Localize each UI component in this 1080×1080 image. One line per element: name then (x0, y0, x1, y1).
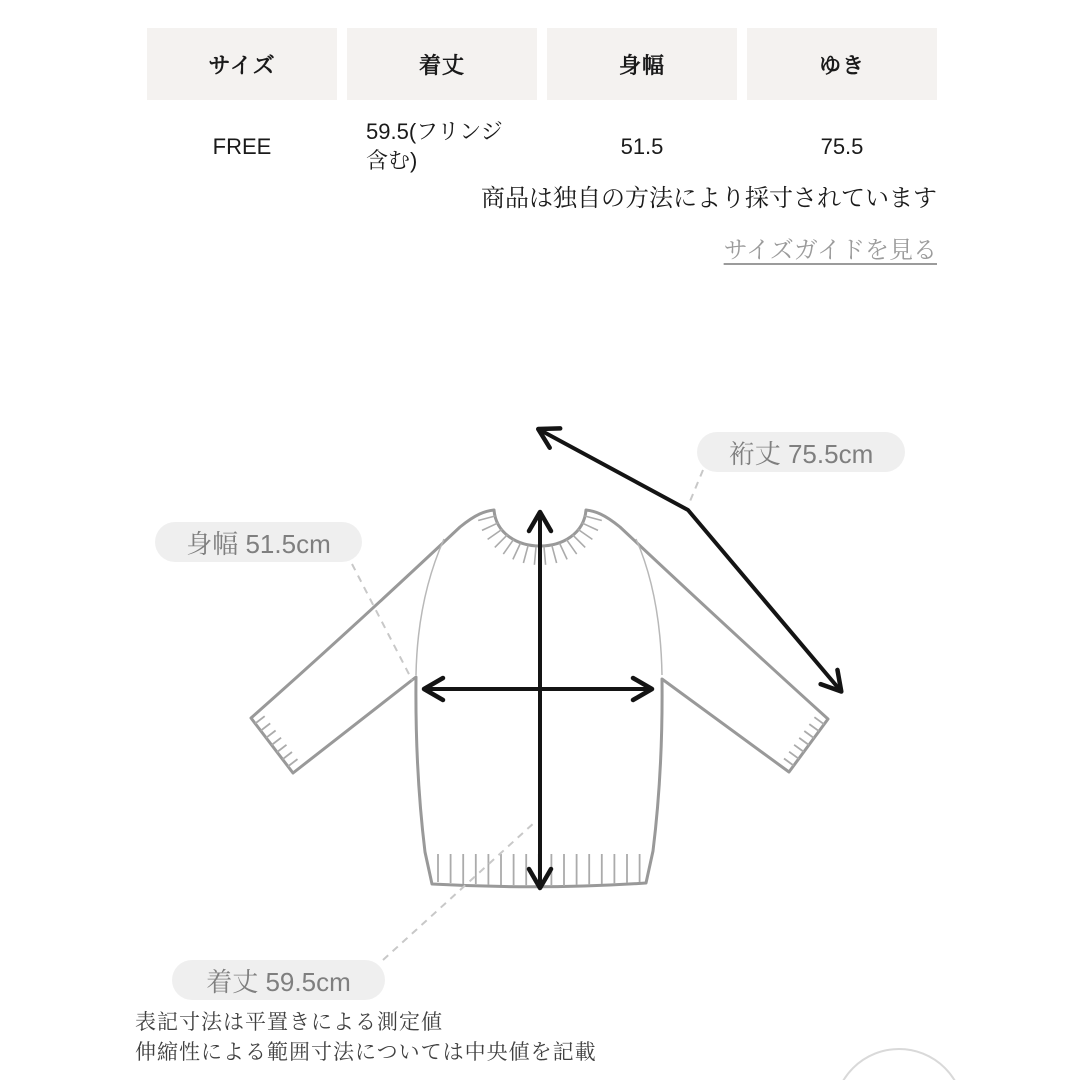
body-length-label: 着丈 59.5cm (172, 960, 385, 1000)
cell-size-value: FREE (212, 133, 272, 159)
footnote-stretch-range: 伸縮性による範囲寸法については中央値を記載 (135, 1041, 597, 1064)
sleeve-length-label: 裄丈 75.5cm (697, 432, 905, 472)
body-width-label: 身幅 51.5cm (155, 522, 362, 562)
sleeve-label-connector (688, 470, 703, 506)
header-cell-length: 着丈 (347, 28, 537, 100)
measurement-note: 商品は独自の方法により採寸されています (481, 185, 937, 212)
cell-length-text: 59.5(フリンジ含む) (366, 119, 503, 173)
cell-width-value: 51.5 (620, 133, 664, 159)
size-guide-link[interactable]: サイズガイドを見る (723, 237, 937, 264)
header-cell-width: 身幅 (547, 28, 737, 100)
footnote-flat-measurement: 表記寸法は平置きによる測定値 (135, 1011, 443, 1034)
header-cell-yuki: ゆき (747, 28, 937, 100)
header-cell-size: サイズ (147, 28, 337, 100)
cell-yuki-value: 75.5 (820, 133, 864, 159)
